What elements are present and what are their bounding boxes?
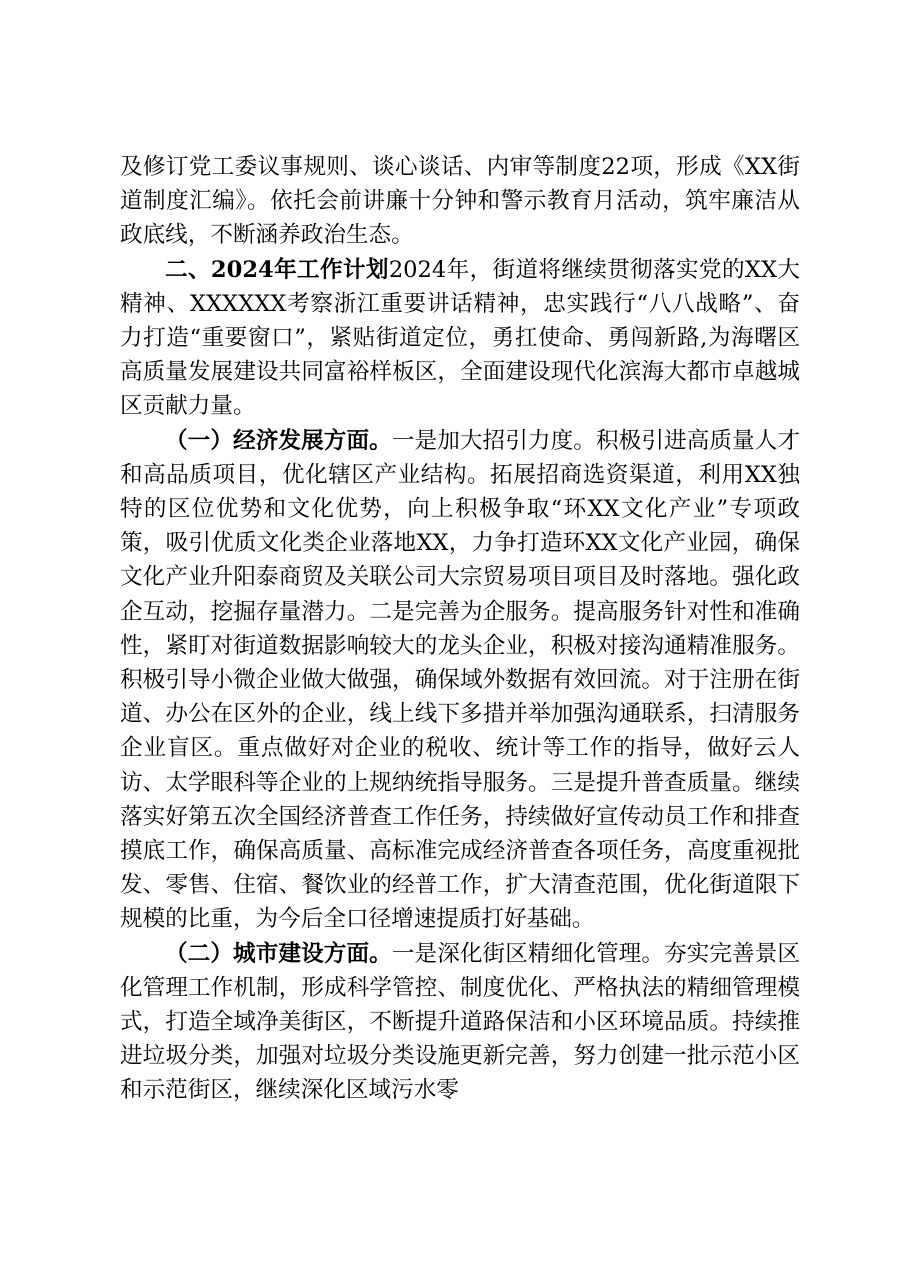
- paragraph-4: [120, 937, 800, 1108]
- paragraph-2: [120, 253, 800, 424]
- subsection-heading-urban: （二）城市建设方面。: [165, 940, 392, 967]
- paragraph-4-body: 一是深化街区精细化管理。夯实完善景区化管理工作机制，形成科学管控、制度优化、严格执法的精细管理模式，打造全域净美街区，不断提升道路保洁和小区环境品质。持续推进垃圾分类，加强对垃圾分类设施更新完善，努力创建一批示范小区和示范街区，继续深化区域污水零: [120, 940, 801, 1104]
- paragraph-1: 及修订党工委议事规则、谈心谈话、内审等制度22项，形成《XX街道制度汇编》。依托会前讲廉十分钟和警示教育月活动，筑牢廉洁从政底线，不断涵养政治生态。: [120, 154, 800, 249]
- subsection-heading-economy: （一）经济发展方面。: [165, 427, 392, 454]
- paragraph-3-body: 一是加大招引力度。积极引进高质量人才和高品质项目，优化辖区产业结构。拓展招商选资渠道，利用XX独特的区位优势和文化优势，向上积极争取“环XX文化产业”专项政策，吸引优质文化类企业落地XX，力争打造环XX文化产业园，确保文化产业升阳泰商贸及关联公司大宗贸易项目项目及时落地。强化政企互动，挖掘存量潜力。二是完善为企服务。提高服务针对性和准确性，紧盯对街道数据影响较大的龙头企业，积极对接沟通精准服务。积极引导小微企业做大做强，确保域外数据有效回流。对于注册在街道、办公在区外的企业，线上线下多措并举加强沟通联系，扫清服务企业盲区。重点做好对企业的税收、统计等工作的指导，做好云人访、太学眼科等企业的上规纳统指导服务。三是提升普查质量。继续落实好第五次全国经济普查工作任务，持续做好宣传动员工作和排查摸底工作，确保高质量、高标准完成经济普查各项任务，高度重视批发、零售、住宿、餐饮业的经普工作，扩大清查范围，优化街道限下规模的比重，为今后全口径增速提质打好基础。: [120, 427, 801, 933]
- section-heading-2: 二、2024年工作计划: [165, 256, 389, 283]
- paragraph-3: [120, 424, 800, 937]
- document-body: [120, 150, 800, 1108]
- paragraph-2-body: 2024年，街道将继续贯彻落实党的XX大精神、XXXXXX考察浙江重要讲话精神，忠实践行“八八战略”、奋力打造“重要窗口”，紧贴街道定位，勇扛使命、勇闯新路,为海曙区高质量发展建设共同富裕样板区，全面建设现代化滨海大都市卓越城区贡献力量。: [120, 256, 800, 420]
